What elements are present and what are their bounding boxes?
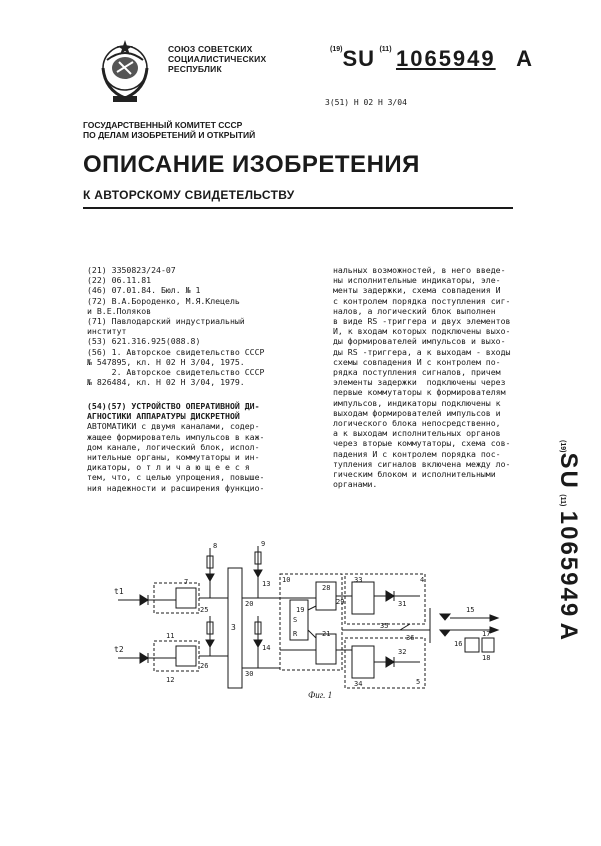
label-16: 16 bbox=[454, 640, 463, 648]
biblio-line: (21) 3350823/24-07 bbox=[87, 265, 176, 275]
label-30: 30 bbox=[245, 670, 254, 678]
label-3: 3 bbox=[231, 623, 236, 632]
and-gate-21 bbox=[316, 634, 336, 664]
abstract-line: ды формирователей импульсов и выхо- bbox=[333, 336, 506, 347]
kind-code: A bbox=[516, 46, 532, 71]
issuing-state bbox=[168, 44, 288, 74]
country-code-tag: (19) bbox=[559, 440, 566, 453]
figure-caption: Фиг. 1 bbox=[308, 690, 333, 700]
kind-code: A bbox=[555, 622, 582, 642]
abstract-line: элементы задержки подключены через bbox=[333, 377, 506, 388]
label-19: 19 bbox=[296, 606, 305, 614]
abstract-line: через вторые коммутаторы, схема сов- bbox=[333, 438, 511, 449]
label-32: 32 bbox=[398, 648, 407, 656]
label-33: 33 bbox=[354, 576, 363, 584]
abstract-line: нальных возможностей, в него введе- bbox=[333, 265, 506, 275]
label-35: 35 bbox=[380, 622, 389, 630]
document-subtitle: К АВТОРСКОМУ СВИДЕТЕЛЬСТВУ bbox=[83, 188, 295, 202]
abstract-line: схемы совпадения И с контролем по- bbox=[333, 356, 501, 367]
country-code-tag: (19) bbox=[330, 46, 343, 53]
abstract-line: в виде RS -триггера и двух элементов bbox=[333, 316, 511, 327]
label-s: S bbox=[293, 616, 298, 624]
label-t1: t1 bbox=[114, 587, 124, 596]
logic-block bbox=[280, 574, 345, 670]
patent-number: 1065949 bbox=[395, 46, 496, 71]
abstract-line: нительные органы, коммутаторы и ин- bbox=[87, 452, 260, 463]
label-25: 25 bbox=[200, 606, 209, 614]
biblio-line: (46) 07.01.84. Бюл. № 1 bbox=[87, 285, 201, 296]
abstract-line: дикаторы, о т л и ч а ю щ е е с я bbox=[87, 462, 250, 473]
label-12: 12 bbox=[166, 676, 175, 684]
abstract-line: гическим блоком и исполнительными bbox=[333, 469, 496, 480]
abstract-line: (54)(57) УСТРОЙСТВО ОПЕРАТИВНОЙ ДИ- bbox=[87, 401, 260, 411]
abstract-left-column bbox=[87, 401, 315, 493]
label-t2: t2 bbox=[114, 645, 124, 654]
abstract-line: выходам формирователей импульсов и bbox=[333, 407, 501, 418]
biblio-line: 2. Авторское свидетельство СССР bbox=[87, 367, 265, 378]
abstract-line: логического блока непосредственно, bbox=[333, 418, 501, 429]
org-line: РЕСПУБЛИК bbox=[168, 64, 222, 74]
ipc-classification: 3(51) Н 02 Н 3/04 bbox=[325, 98, 407, 107]
biblio-line: № 547895, кл. Н 02 Н 3/04, 1975. bbox=[87, 356, 245, 367]
label-21: 21 bbox=[322, 630, 331, 638]
biblio-line: № 826484, кл. Н 02 Н 3/04, 1979. bbox=[87, 377, 245, 388]
label-11: 11 bbox=[166, 632, 175, 640]
number-tag: (11) bbox=[379, 46, 392, 53]
document-title: ОПИСАНИЕ ИЗОБРЕТЕНИЯ bbox=[83, 151, 420, 178]
committee-line: ПО ДЕЛАМ ИЗОБРЕТЕНИЙ И ОТКРЫТИЙ bbox=[83, 130, 256, 140]
abstract-line: ния надежности и расширения функцио- bbox=[87, 482, 265, 493]
abstract-line: И, к входам которых подключены выхо- bbox=[333, 326, 511, 337]
patent-number-line bbox=[330, 46, 532, 72]
abstract-line: АГНОСТИКИ АППАРАТУРЫ ДИСКРЕТНОЙ bbox=[87, 411, 240, 422]
abstract-line: ды RS -триггера, а к выходам - входы bbox=[333, 346, 511, 357]
label-15: 15 bbox=[466, 606, 475, 614]
abstract-line: жащее формирователь импульсов в каж- bbox=[87, 431, 265, 442]
country-code: SU bbox=[342, 46, 376, 71]
title-rule bbox=[83, 207, 513, 209]
label-17: 17 bbox=[482, 630, 491, 638]
org-line: СОЮЗ СОВЕТСКИХ bbox=[168, 44, 253, 54]
label-7: 7 bbox=[184, 578, 189, 586]
label-20: 20 bbox=[245, 600, 254, 608]
label-29: 29 bbox=[336, 598, 345, 606]
abstract-line: рядка поступления сигналов, причем bbox=[333, 367, 501, 378]
abstract-line: первые коммутаторы к формирователям bbox=[333, 387, 506, 398]
label-36: 36 bbox=[406, 634, 415, 642]
abstract-line: а к выходам исполнительных органов bbox=[333, 428, 501, 439]
abstract-line: органами. bbox=[333, 479, 378, 490]
country-code: SU bbox=[555, 452, 582, 490]
abstract-line: АВТОМАТИКИ с двумя каналами, содер- bbox=[87, 421, 260, 432]
label-14: 14 bbox=[262, 644, 271, 652]
circuit-diagram bbox=[110, 538, 525, 708]
label-28: 28 bbox=[322, 584, 331, 592]
side-patent-number bbox=[552, 440, 592, 680]
label-18: 18 bbox=[482, 654, 491, 662]
biblio-line: (56) 1. Авторское свидетельство СССР bbox=[87, 346, 265, 357]
label-10: 10 bbox=[282, 576, 291, 584]
abstract-line: дом канале, логический блок, испол- bbox=[87, 441, 260, 452]
label-8: 8 bbox=[213, 542, 218, 550]
abstract-line: менты задержки, схема совпадения И bbox=[333, 285, 501, 296]
abstract-line: импульсов, индикаторы подключены к bbox=[333, 397, 501, 408]
committee bbox=[83, 120, 255, 140]
label-31: 31 bbox=[398, 600, 407, 608]
bibliographic-data bbox=[87, 265, 312, 387]
committee-line: ГОСУДАРСТВЕННЫЙ КОМИТЕТ СССР bbox=[83, 120, 243, 130]
biblio-line: (53) 621.316.925(088.8) bbox=[87, 336, 201, 347]
abstract-line: тем, что, с целью упрощения, повыше- bbox=[87, 472, 265, 483]
abstract-line: налов, а логический блок выполнен bbox=[333, 305, 496, 316]
patent-number: 1065949 bbox=[555, 510, 582, 619]
biblio-line: институт bbox=[87, 326, 127, 337]
abstract-line: падения И с контролем порядка пос- bbox=[333, 448, 501, 459]
biblio-line: (72) В.А.Бороденко, М.Я.Клецель bbox=[87, 295, 240, 306]
biblio-line: (71) Павлодарский индустриальный bbox=[87, 316, 245, 327]
abstract-right-column bbox=[333, 265, 588, 489]
biblio-line: (22) 06.11.81 bbox=[87, 275, 152, 286]
label-4: 4 bbox=[420, 576, 425, 584]
abstract-line: с контролем порядка поступления сиг- bbox=[333, 295, 511, 306]
label-5: 5 bbox=[416, 678, 421, 686]
label-9: 9 bbox=[261, 540, 266, 548]
label-34: 34 bbox=[354, 680, 363, 688]
org-line: СОЦИАЛИСТИЧЕСКИХ bbox=[168, 54, 267, 64]
abstract-line: тупления сигналов включена между ло- bbox=[333, 458, 511, 469]
label-r: R bbox=[293, 630, 298, 638]
ussr-emblem bbox=[95, 38, 155, 104]
label-13: 13 bbox=[262, 580, 271, 588]
number-tag: (11) bbox=[559, 494, 566, 507]
abstract-line: ны исполнительные индикаторы, эле- bbox=[333, 275, 501, 286]
label-26: 26 bbox=[200, 662, 209, 670]
biblio-line: и В.Е.Поляков bbox=[87, 305, 152, 316]
